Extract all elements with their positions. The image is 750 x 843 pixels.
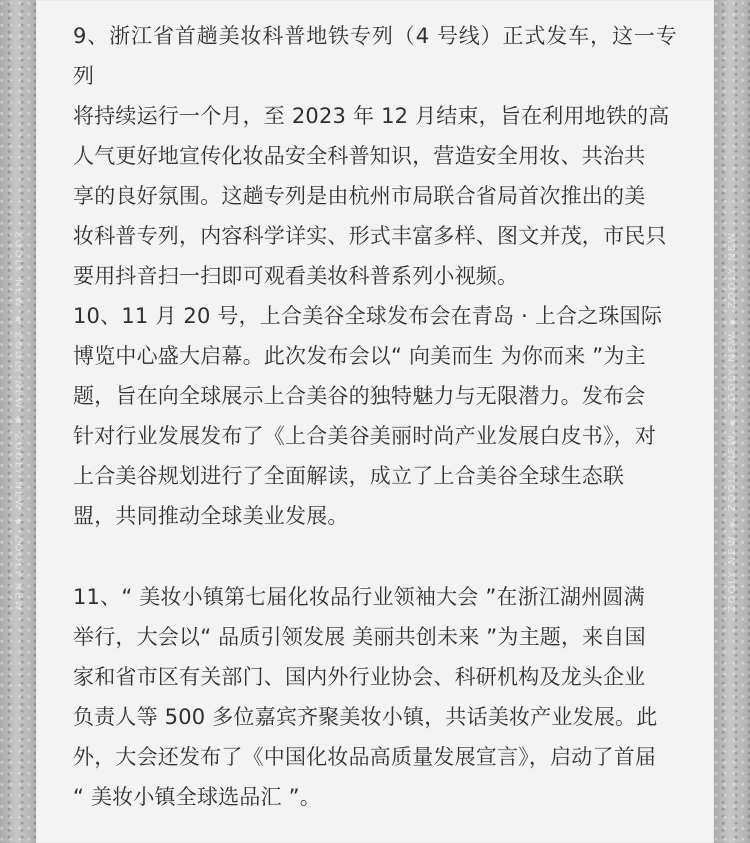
article-card [36, 0, 714, 843]
right-border-watermark [714, 0, 750, 843]
news-item-9-line-2: 将持续运行一个月，至 2023 年 12 月结束，旨在利用地铁的高 [73, 104, 670, 128]
news-item-9-line-1: 9、浙江省首趟美妆科普地铁专列（4 号线）正式发车，这一专列 [73, 24, 677, 88]
news-item-10-line-4: 针对行业发展发布了《上合美谷美丽时尚产业发展白皮书》，对 [73, 424, 657, 448]
right-border-text: ZOOLY NEW ★ ZOOLY NEW ★ ZOOLY NEW ★ ZOOLY NEW [726, 230, 738, 613]
news-item-10-line-6: 盟，共同推动全球美业发展。 [73, 504, 349, 528]
news-item-10-line-3: 题，旨在向全球展示上合美谷的独特魅力与无限潜力。发布会 [73, 384, 646, 408]
news-item-11-line-1: 11、“ 美妆小镇第七届化妆品行业领袖大会 ”在浙江湖州圆满 [73, 585, 645, 609]
news-item-11-line-6: “ 美妆小镇全球选品汇 ”。 [73, 785, 321, 809]
news-item-10-line-5: 上合美谷规划进行了全面解读，成立了上合美谷全球生态联 [73, 464, 625, 488]
left-decorative-border [0, 0, 36, 843]
left-border-watermark [0, 0, 36, 843]
right-decorative-border [714, 0, 750, 843]
news-item-9-line-5: 妆科普专列，内容科学详实、形式丰富多样、图文并茂，市民只 [73, 224, 667, 248]
left-border-text: ZOOLY NEW ★ ZOOLY NEW ★ ZOOLY NEW ★ ZOOLY NEW [12, 230, 24, 613]
news-item-11 [73, 577, 677, 817]
news-item-11-line-5: 外，大会还发布了《中国化妆品高质量发展宣言》，启动了首届 [73, 745, 657, 769]
news-item-11-line-3: 家和省市区有关部门、国内外行业协会、科研机构及龙头企业 [73, 665, 646, 689]
news-item-10-line-1: 10、11 月 20 号，上合美谷全球发布会在青岛 · 上合之珠国际 [73, 304, 663, 328]
news-item-9 [73, 16, 677, 296]
news-item-10-line-2: 博览中心盛大启幕。此次发布会以“ 向美而生 为你而来 ”为主 [73, 344, 646, 368]
news-item-9-line-4: 享的良好氛围。这趟专列是由杭州市局联合省局首次推出的美 [73, 184, 646, 208]
news-item-9-line-6: 要用抖音扫一扫即可观看美妆科普系列小视频。 [73, 264, 519, 288]
news-item-11-line-4: 负责人等 500 多位嘉宾齐聚美妆小镇，共话美妆产业发展。此 [73, 705, 658, 729]
news-item-10 [73, 296, 677, 536]
news-item-11-line-2: 举行，大会以“ 品质引领发展 美丽共创未来 ”为主题，来自国 [73, 625, 646, 649]
news-item-9-line-3: 人气更好地宣传化妆品安全科普知识，营造安全用妆、共治共 [73, 144, 646, 168]
